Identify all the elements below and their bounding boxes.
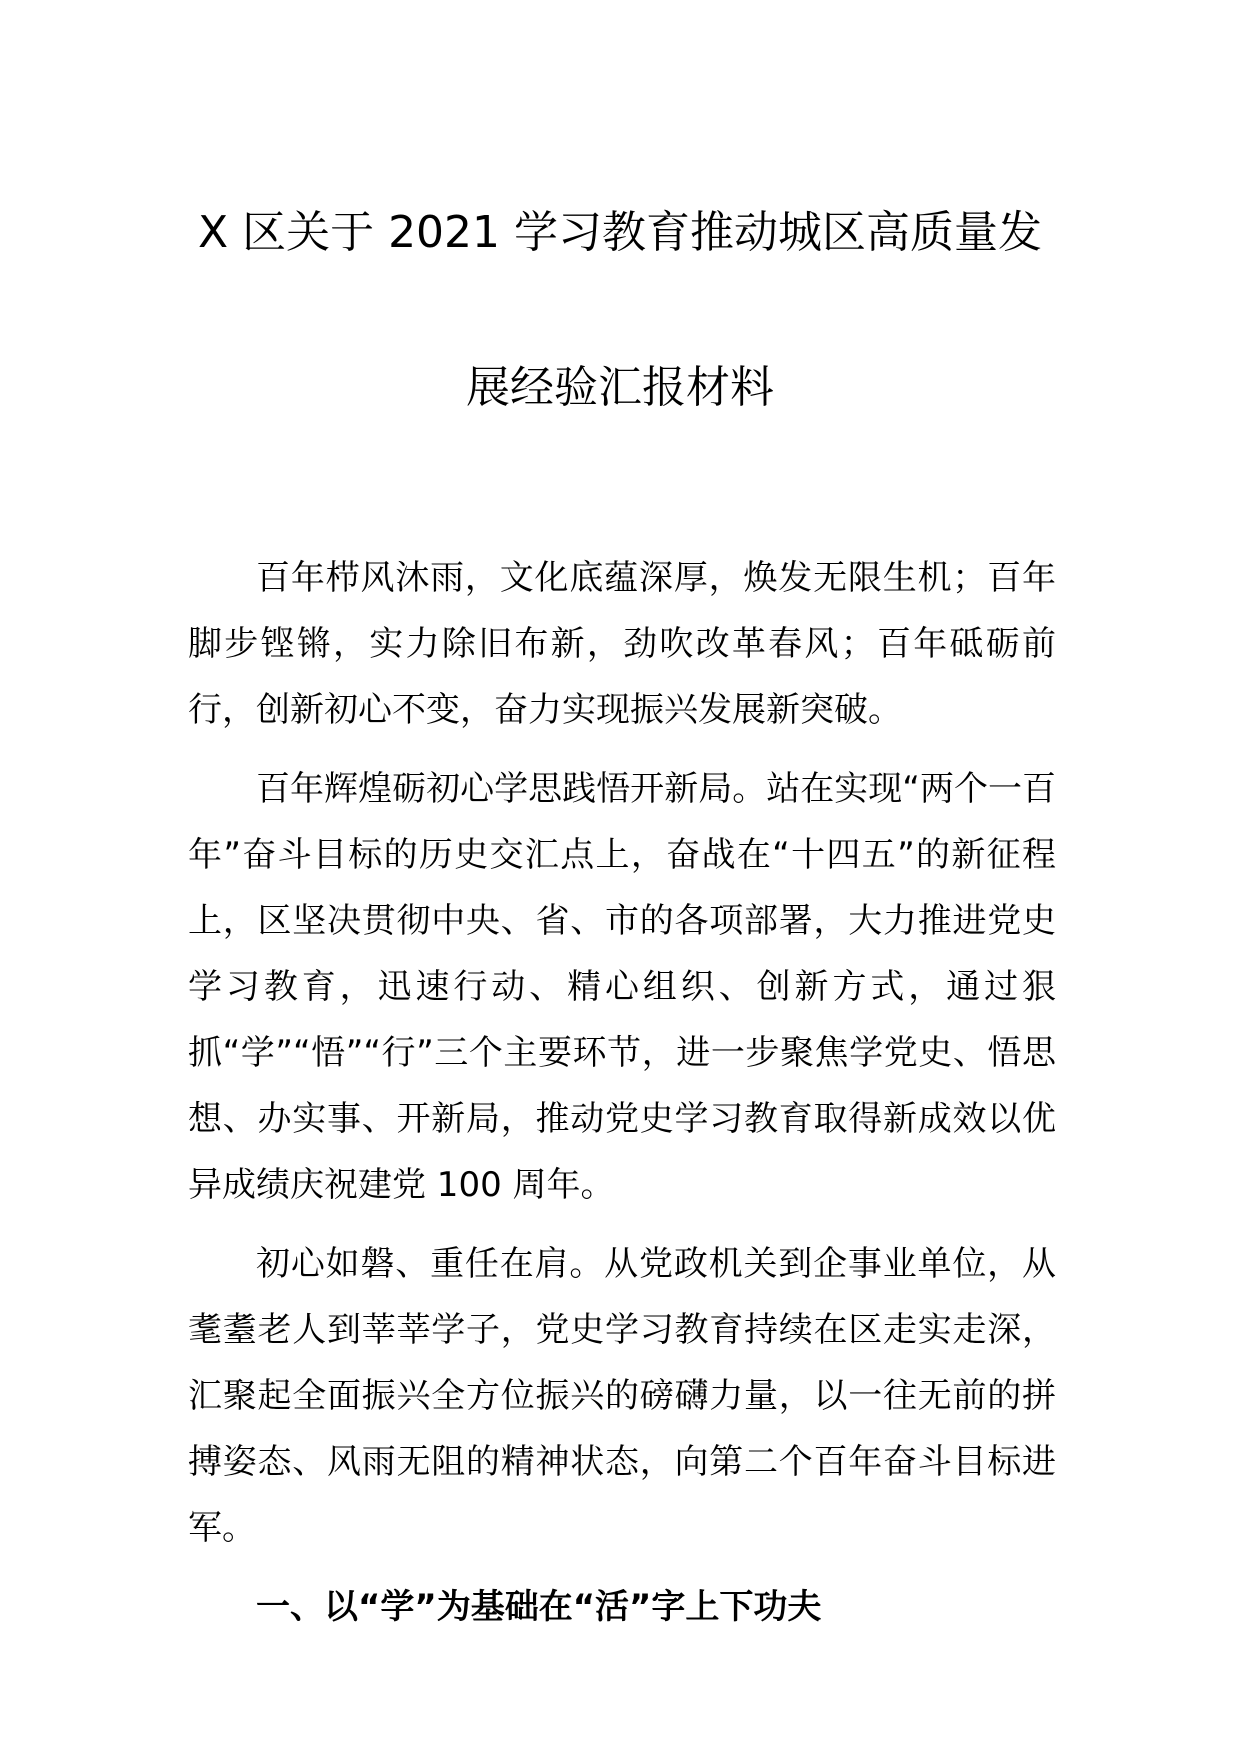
document-title-line-2: 展经验汇报材料 bbox=[466, 362, 774, 413]
paragraph-overview: 百年辉煌砺初心学思践悟开新局。站在实现“两个一百年”奋斗目标的历史交汇点上，奋战在“十四五”的新征程上，区坚决贯彻中央、省、市的各项部署，大力推进党史学习教育，迅速行动、精心组织、创新方式，通过狠抓“学”“悟”“行”三个主要环节，进一步聚焦学党史、悟思想、办实事、开新局，推动党史学习教育取得新成效以优异成绩庆祝建党 100 周年。 bbox=[188, 769, 1056, 1205]
section-heading-1: 一、以“学”为基础在“活”字上下功夫 bbox=[256, 1587, 822, 1627]
paragraph-intro: 百年栉风沐雨，文化底蕴深厚，焕发无限生机；百年脚步铿锵，实力除旧布新，劲吹改革春风；百年砥砺前行，创新初心不变，奋力实现振兴发展新突破。 bbox=[188, 558, 1056, 730]
document-title-line-1: X 区关于 2021 学习教育推动城区高质量发 bbox=[197, 207, 1043, 258]
paragraph-mission: 初心如磐、重任在肩。从党政机关到企事业单位，从耄耋老人到莘莘学子，党史学习教育持续在区走实走深，汇聚起全面振兴全方位振兴的磅礴力量，以一往无前的拼搏姿态、风雨无阻的精神状态，向第二个百年奋斗目标进军。 bbox=[188, 1244, 1056, 1548]
document-body bbox=[188, 545, 1056, 1640]
